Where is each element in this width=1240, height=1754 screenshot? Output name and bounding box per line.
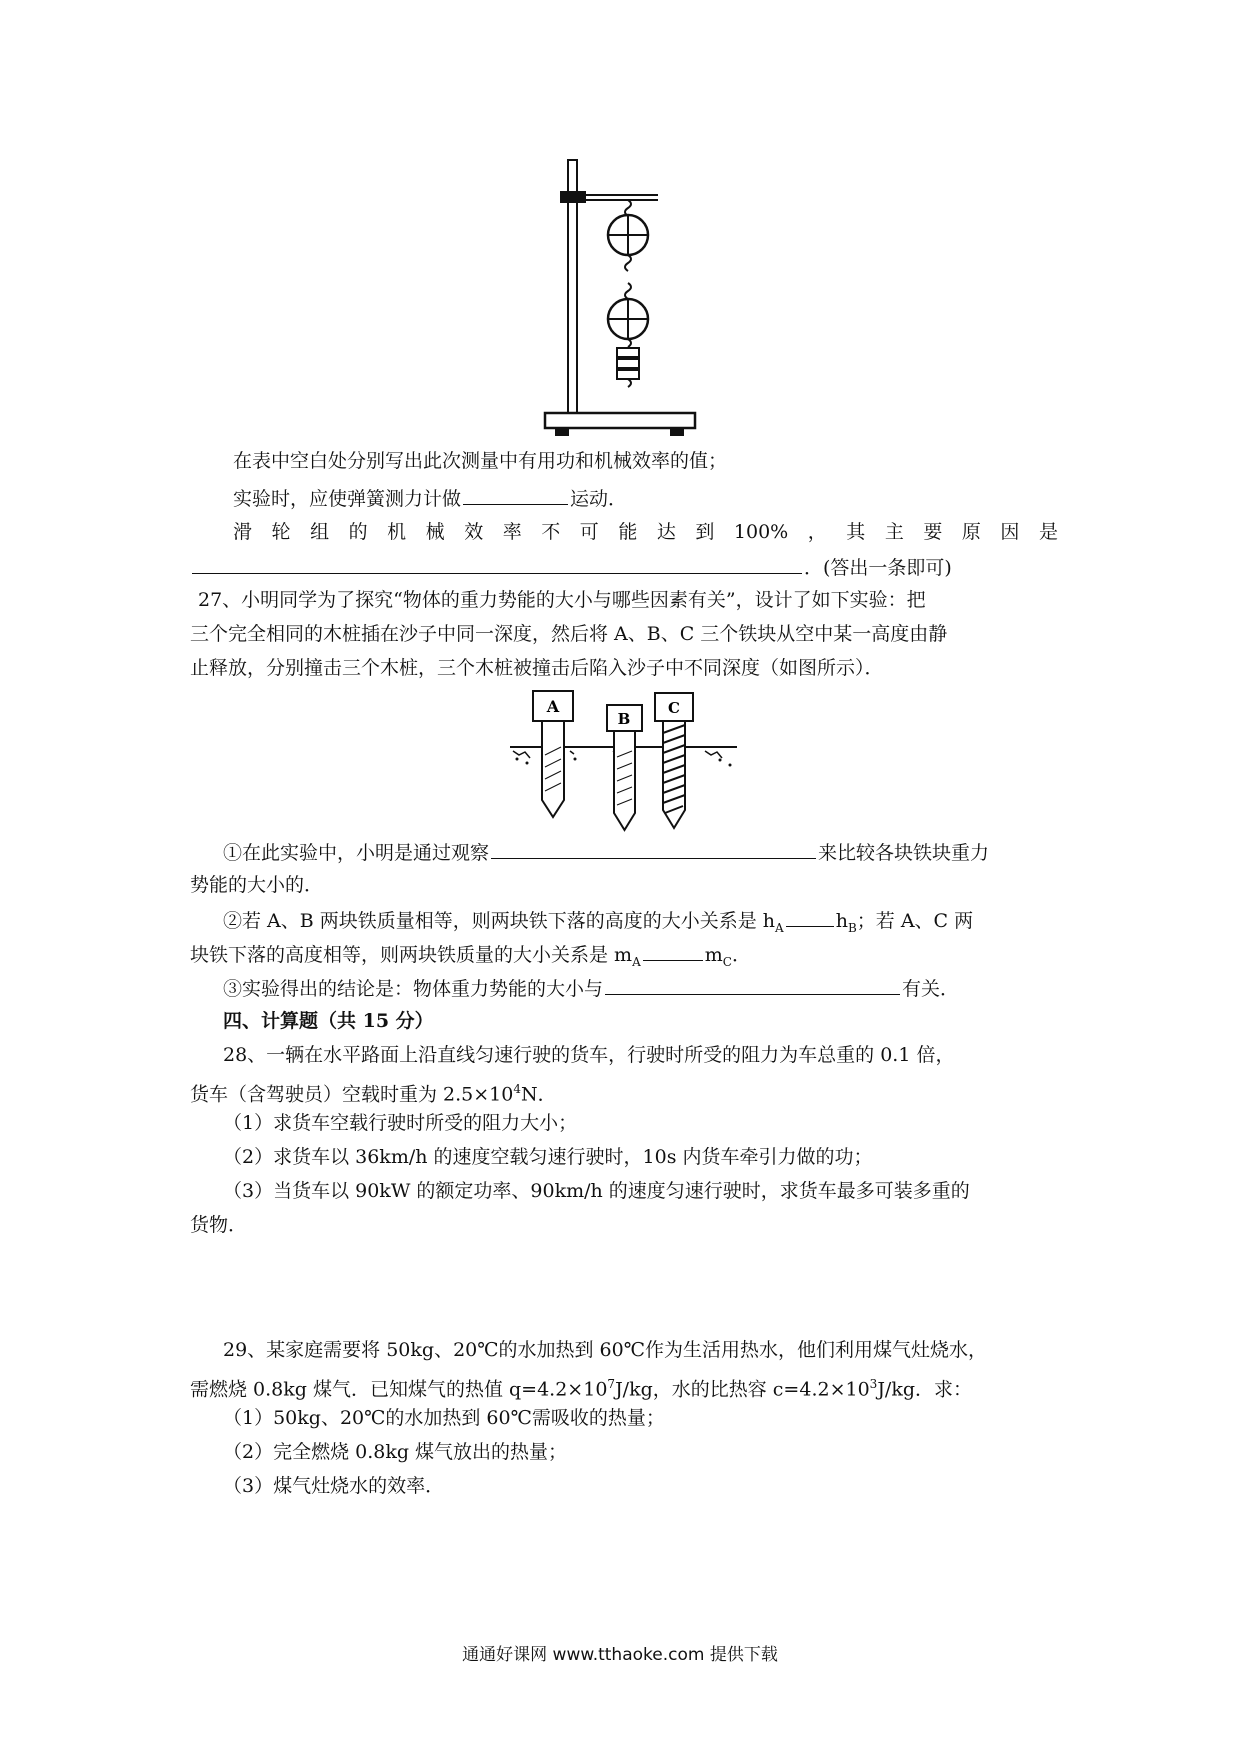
- q26-line-4: [190, 553, 952, 581]
- q29-item-2: （2）完全燃烧 0.8kg 煤气放出的热量；: [223, 1441, 568, 1463]
- q28-item-3-cont: 货物．: [190, 1214, 248, 1236]
- q27-sub-1: [223, 838, 989, 866]
- q26-line-3-char: 原: [961, 521, 981, 543]
- q27-sub-2-cont: [190, 940, 751, 975]
- q26-line-3-char: 可: [579, 521, 599, 543]
- q27-sub-2-sub-a: A: [775, 920, 784, 935]
- answer-blank-observe[interactable]: [491, 838, 816, 859]
- q26-line-3-char: 主: [884, 521, 904, 543]
- q29-para-2a: 需燃烧 0.8kg 煤气．已知煤气的热值 q=4.2×10: [190, 1378, 608, 1401]
- q26-line-3-char: 的: [348, 521, 368, 543]
- q29-para-2c: J/kg．求：: [877, 1378, 973, 1401]
- q26-line-3-char: 达: [656, 521, 676, 543]
- q28-para-2: [190, 1076, 557, 1107]
- q26-line-3-char: 要: [923, 521, 943, 543]
- q29-para-1: 29、某家庭需要将 50kg、20℃的水加热到 60℃作为生活用热水，他们利用煤气灶烧水，: [223, 1339, 987, 1361]
- block-a-label: A: [546, 697, 560, 716]
- q27-para-1: 27、小明同学为了探究“物体的重力势能的大小与哪些因素有关”，设计了如下实验：把: [198, 589, 926, 611]
- q27-sub-1-cont: 势能的大小的．: [190, 874, 324, 896]
- q26-line-3-char: 因: [1000, 521, 1020, 543]
- q27-sub-2-sub-c: A: [632, 954, 641, 969]
- stakes-in-sand-figure: [505, 685, 745, 835]
- q27-sub-2-sub-b: B: [847, 920, 857, 935]
- q29-para-2-sup-2: 3: [869, 1377, 878, 1391]
- q26-line-2a: 实验时，应使弹簧测力计做: [233, 488, 462, 510]
- q26-line-3-char: 是: [1038, 521, 1058, 543]
- block-b-label: B: [617, 710, 631, 728]
- block-c-label: C: [668, 699, 680, 717]
- q26-line-3: [233, 519, 1058, 545]
- q26-line-3-char: 组: [310, 521, 330, 543]
- page-footer: 通通好课网 www.tthaoke.com 提供下载: [462, 1645, 778, 1665]
- q28-para-1: 28、一辆在水平路面上沿直线匀速行驶的货车，行驶时所受的阻力为车总重的 0.1 倍，: [223, 1044, 955, 1066]
- q27-sub-2b: h: [835, 910, 848, 932]
- q26-line-3-char: 轮: [271, 521, 291, 543]
- q29-para-2b: J/kg，水的比热容 c=4.2×10: [615, 1378, 870, 1401]
- q26-line-1: 在表中空白处分别写出此次测量中有用功和机械效率的值；: [233, 450, 728, 472]
- q27-sub-2d: 块铁下落的高度相等，则两块铁质量的大小关系是 m: [190, 944, 633, 966]
- q26-line-3-char: 不: [541, 521, 561, 543]
- q27-sub-3b: 有关．: [902, 978, 960, 1000]
- q27-sub-1a: ①在此实验中，小明是通过观察: [223, 842, 490, 864]
- q26-line-3-char: 能: [618, 521, 638, 543]
- answer-blank-mass[interactable]: [643, 940, 703, 961]
- q27-sub-3a: ③实验得出的结论是：物体重力势能的大小与: [223, 978, 604, 1000]
- answer-blank-reason[interactable]: [192, 553, 802, 574]
- q26-line-3-char: 到: [695, 521, 715, 543]
- q27-sub-2-sub-d: C: [722, 954, 732, 969]
- q26-line-3-char: 滑: [233, 521, 253, 543]
- q27-para-2: 三个完全相同的木桩插在沙子中同一深度，然后将 A、B、C 三个铁块从空中某一高度由静: [190, 623, 948, 645]
- q27-sub-2: [223, 906, 973, 941]
- q26-line-3-char: 率: [502, 521, 522, 543]
- q26-line-3-char: 效: [464, 521, 484, 543]
- answer-blank-motion[interactable]: [463, 484, 568, 505]
- q27-para-3: 止释放，分别撞击三个木桩，三个木桩被撞击后陷入沙子中不同深度（如图所示）．: [190, 657, 884, 679]
- spring-balance-stand-figure: [540, 155, 720, 440]
- q29-item-3: （3）煤气灶烧水的效率．: [223, 1475, 445, 1497]
- q28-para-2a: 货车（含驾驶员）空载时重为 2.5×10: [190, 1083, 514, 1106]
- q28-item-2: （2）求货车以 36km/h 的速度空载匀速行驶时，10s 内货车牵引力做的功；: [223, 1146, 873, 1168]
- q26-line-3-char: 械: [425, 521, 445, 543]
- q27-sub-2f: ．: [731, 944, 751, 966]
- answer-blank-height[interactable]: [786, 906, 834, 927]
- q26-line-2b: 运动．: [570, 488, 628, 510]
- q29-item-1: （1）50kg、20℃的水加热到 60℃需吸收的热量；: [223, 1407, 665, 1429]
- q26-line-4-tail: ．(答出一条即可): [804, 557, 952, 579]
- q26-line-2: [233, 484, 627, 512]
- section-4-title: 四、计算题（共 15 分）: [223, 1010, 434, 1032]
- q28-item-3: （3）当货车以 90kW 的额定功率、90km/h 的速度匀速行驶时，求货车最多可装多重的: [223, 1180, 970, 1202]
- q26-line-3-char: ，: [807, 521, 827, 543]
- q28-item-1: （1）求货车空载行驶时所受的阻力大小；: [223, 1112, 578, 1134]
- q29-para-2-sup-1: 7: [607, 1377, 616, 1391]
- q27-sub-2e: m: [704, 944, 723, 966]
- q27-sub-2c: ；若 A、C 两: [856, 910, 974, 932]
- q26-line-3-char: 其: [846, 521, 866, 543]
- q28-para-2-sup: 4: [513, 1082, 521, 1096]
- q26-line-3-char: 机: [387, 521, 407, 543]
- q29-para-2: [190, 1371, 972, 1402]
- q28-para-2b: N．: [521, 1083, 557, 1106]
- q27-sub-2a: ②若 A、B 两块铁质量相等，则两块铁下落的高度的大小关系是 h: [223, 910, 776, 932]
- answer-blank-conclusion[interactable]: [605, 974, 900, 995]
- q26-line-3-char: 100%: [733, 521, 789, 543]
- q27-sub-3: [223, 974, 959, 1002]
- q27-sub-1b: 来比较各块铁块重力: [818, 842, 990, 864]
